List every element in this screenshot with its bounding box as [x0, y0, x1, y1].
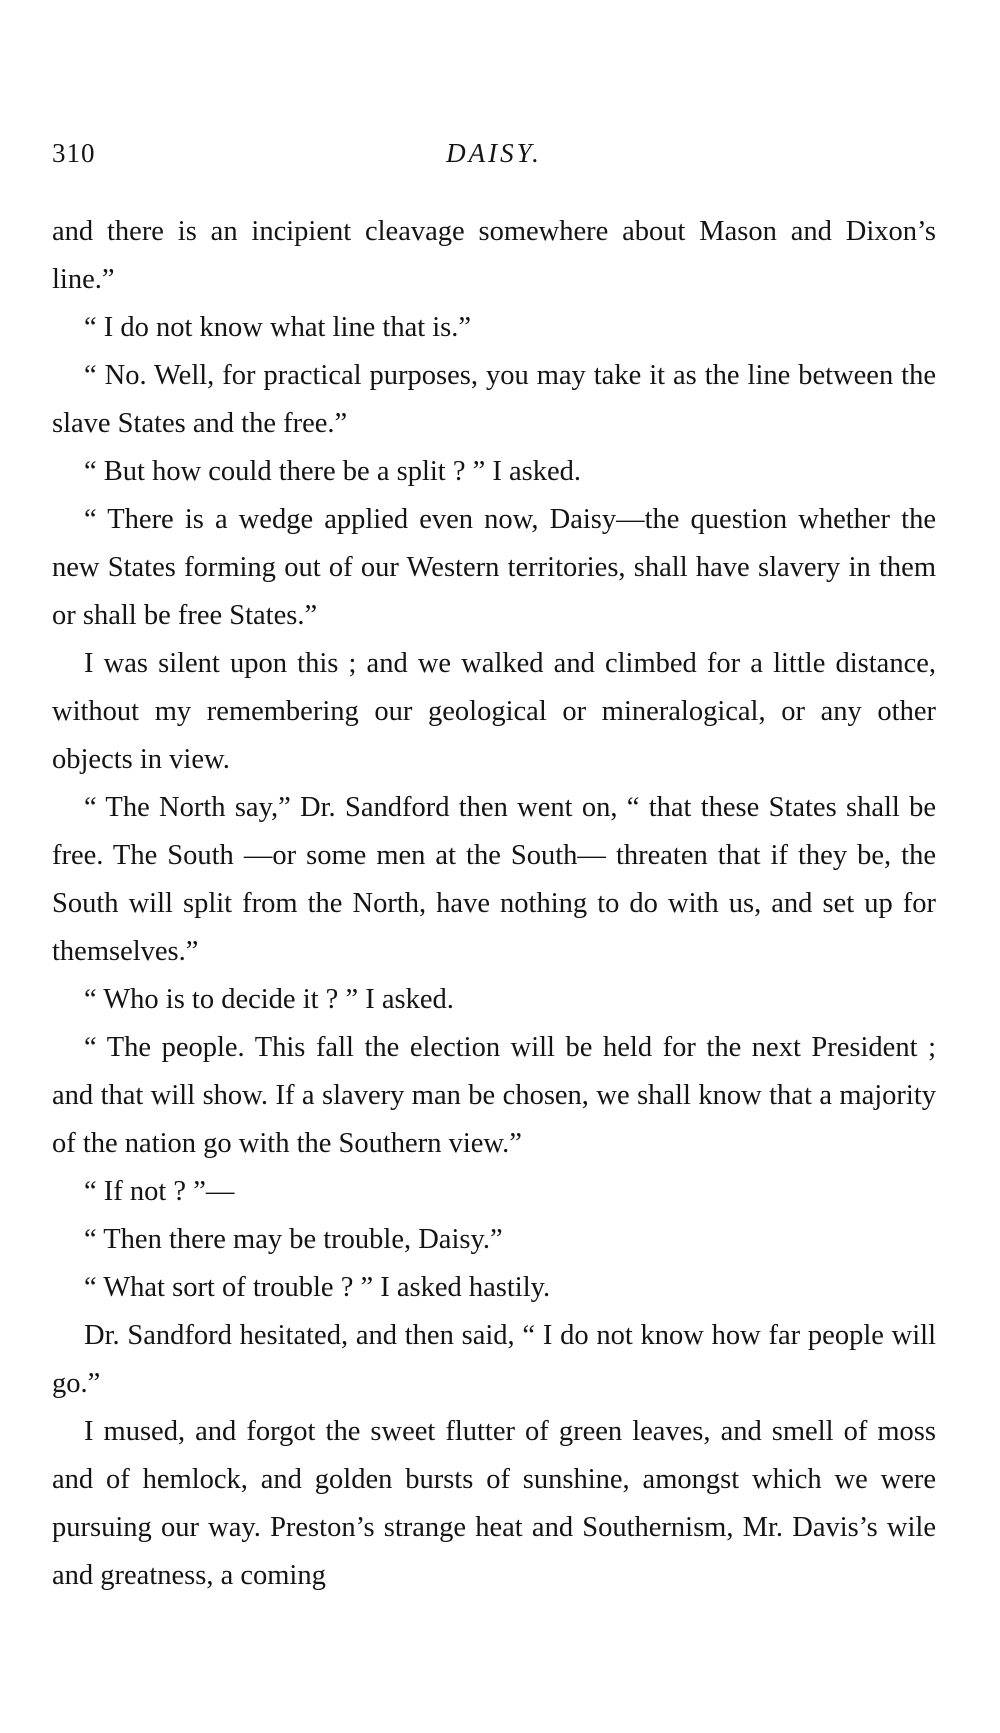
paragraph: “ But how could there be a split ? ” I asked.	[84, 456, 582, 487]
paragraph: “ Then there may be trouble, Daisy.”	[84, 1224, 503, 1255]
paragraph: “ The people. This fall the election will be held for the next President ; and that will show. If a slavery man be chosen, we shall know that a majority of the nation go with the Southern view.”	[52, 1032, 936, 1159]
paragraph: “ What sort of trouble ? ” I asked hastily.	[84, 1272, 551, 1303]
paragraph: “ The North say,” Dr. Sandford then went on, “ that these States shall be free. The South —or some men at the South— threaten that if they be, the South will split from the North, have nothing to do with us, and set up for themselves.”	[52, 792, 936, 967]
page-header	[52, 138, 936, 178]
paragraph: Dr. Sandford hesitated, and then said, “ I do not know how far people will go.”	[52, 1320, 936, 1399]
running-title: DAISY.	[446, 138, 542, 168]
page-number: 310	[52, 138, 96, 168]
paragraph: “ No. Well, for practical purposes, you may take it as the line between the slave States and the free.”	[52, 360, 936, 439]
paragraph: I was silent upon this ; and we walked and climbed for a little distance, without my remembering our geological or mineralogical, or any other objects in view.	[52, 648, 936, 775]
body-text	[52, 208, 936, 1600]
paragraph: “ There is a wedge applied even now, Daisy—the question whether the new States forming out of our Western territories, shall have slavery in them or shall be free States.”	[52, 504, 936, 631]
paragraph: “ If not ? ”—	[84, 1176, 235, 1207]
paragraph: I mused, and forgot the sweet flutter of green leaves, and smell of moss and of hemlock, and golden bursts of sunshine, amongst which we were pursuing our way. Preston’s strange heat and Southernism, Mr. Davis’s wile and greatness, a coming	[52, 1416, 936, 1591]
paragraph: “ Who is to decide it ? ” I asked.	[84, 984, 454, 1015]
paragraph: “ I do not know what line that is.”	[84, 312, 472, 343]
paragraph: and there is an incipient cleavage somewhere about Mason and Dixon’s line.”	[52, 216, 936, 295]
